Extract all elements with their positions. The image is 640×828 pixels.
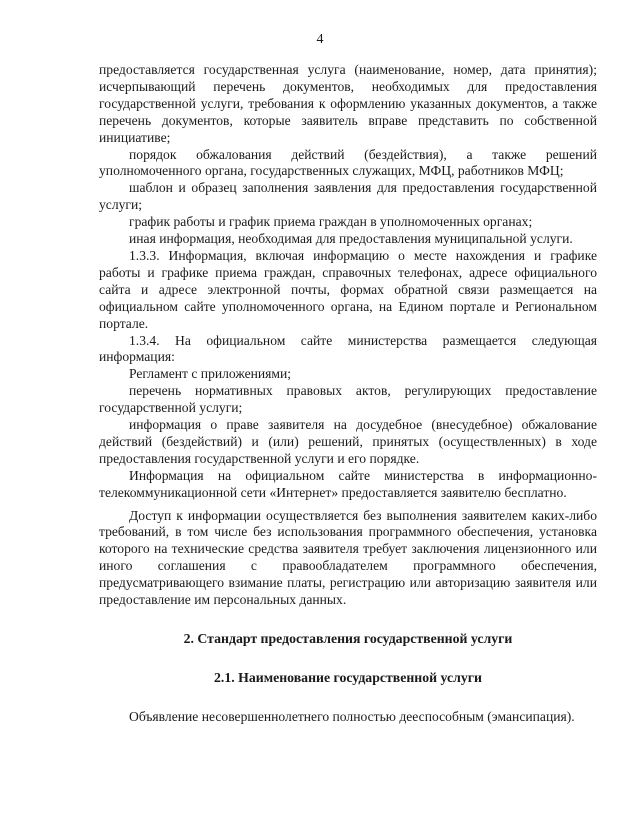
body-paragraph-5: иная информация, необходимая для предоставления муниципальной услуги. (129, 231, 573, 247)
body-paragraph-8: Регламент с приложениями; (129, 366, 292, 382)
body-paragraph-1: предоставляется государственная услуга (наименование, номер, дата принятия); исчерпывающий перечень документов, необходимых для предоставления государственной услуги, требования к оформлению указанных документов, а также перечень документов, которые заявитель вправе представить по собственной инициативе; (99, 62, 597, 145)
document-body (99, 62, 597, 726)
body-paragraph-2: порядок обжалования действий (бездействия), а также решений уполномоченного органа, государственных служащих, МФЦ, работников МФЦ; (99, 146, 597, 179)
body-paragraph-7: 1.3.4. На официальном сайте министерства размещается следующая информация: (99, 332, 597, 365)
body-paragraph-11: Информация на официальном сайте министерства в информационно-телекоммуникационной сети «Интернет» предоставляется заявителю бесплатно. (99, 467, 597, 500)
page-number: 4 (316, 32, 324, 47)
section-heading-2: 2. Стандарт предоставления государственной услуги (183, 631, 513, 646)
body-paragraph-10: информация о праве заявителя на досудебное (внесудебное) обжалование действий (бездействий) и (или) решений, принятых (осуществленных) в ходе предоставления государственной услуги и его порядке. (99, 417, 597, 466)
body-paragraph-4: график работы и график приема граждан в уполномоченных органах; (129, 214, 533, 230)
body-paragraph-9: перечень нормативных правовых актов, регулирующих предоставление государственной услуги; (99, 383, 597, 416)
section-heading-2-1: 2.1. Наименование государственной услуги (213, 669, 483, 685)
body-paragraph-3: шаблон и образец заполнения заявления для предоставления государственной услуги; (99, 180, 597, 213)
body-paragraph-12: Доступ к информации осуществляется без выполнения заявителем каких-либо требований, в том числе без использования программного обеспечения, установка которого на технические средства заявителя требует заключения лицензионного или иного соглашения с правообладателем программного обеспечения, предусматривающего взимание платы, регистрацию или авторизацию заявителя или предоставление им персональных данных. (99, 507, 597, 608)
service-name-paragraph: Объявление несовершеннолетнего полностью дееспособным (эмансипация). (129, 708, 575, 724)
body-paragraph-6: 1.3.3. Информация, включая информацию о месте нахождения и графике работы и графике приема граждан, справочных телефонах, адресе официального сайта и адресе электронной почты, формах обратной связи размещается на официальном сайте уполномоченного органа, на Едином портале и Региональном портале. (99, 247, 597, 331)
